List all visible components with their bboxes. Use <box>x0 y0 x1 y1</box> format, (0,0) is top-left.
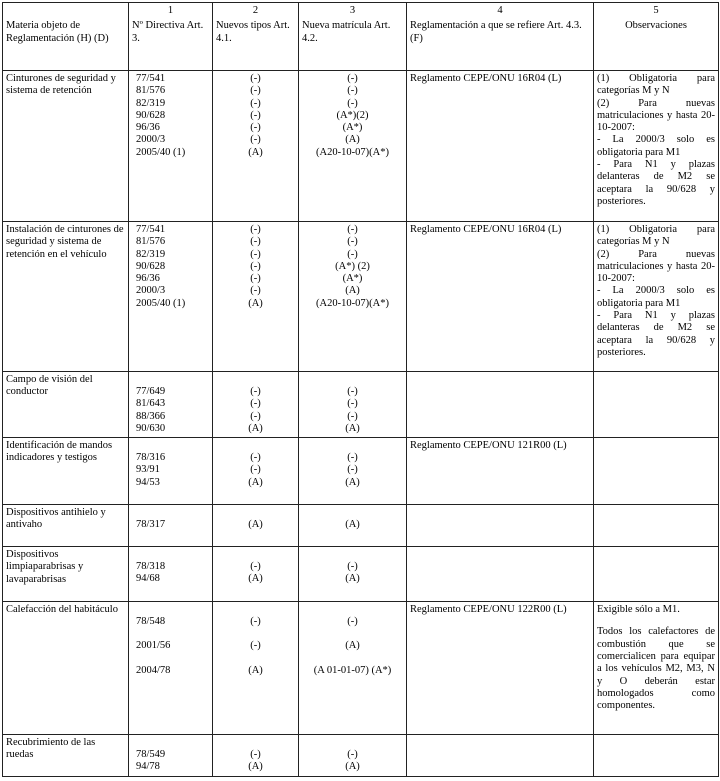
matricula-cell <box>299 222 407 372</box>
cell-value: 81/643 <box>136 398 166 410</box>
cell-value: (-) <box>250 134 261 146</box>
matricula-cell <box>299 602 407 735</box>
cell-value: (A) <box>345 134 360 146</box>
observaciones-cell <box>594 602 719 735</box>
reglamento-text: Reglamento CEPE/ONU 121R00 (L) <box>410 440 567 452</box>
cell-value: (-) <box>347 464 358 476</box>
observation-line: (2) Para nuevas matriculaciones y hasta 20-10-2007: <box>597 97 715 134</box>
cell-value: (-) <box>250 224 261 235</box>
reglamento-text: Reglamento CEPE/ONU 122R00 (L) <box>410 604 567 616</box>
cell-value: 81/576 <box>136 236 166 248</box>
cell-value: 82/319 <box>136 97 166 109</box>
cell-value: (A) <box>248 476 263 488</box>
materia-cell <box>3 372 129 438</box>
reglamento-text: Reglamento CEPE/ONU 16R04 (L) <box>410 73 562 84</box>
observaciones-cell <box>594 547 719 602</box>
cell-value: 2005/40 (1) <box>136 297 186 309</box>
header-col4: 4 Reglamentación a que se refiere Art. 4.3. (F) <box>407 3 594 71</box>
cell-value: 90/630 <box>136 422 166 434</box>
nuevos-cell <box>213 438 299 505</box>
table-row <box>3 505 719 547</box>
reglamento-text: Reglamento CEPE/ONU 16R04 (L) <box>410 224 562 235</box>
directiva-cell <box>129 438 213 505</box>
cell-value: 96/36 <box>136 122 160 134</box>
cell-value: (-) <box>250 749 261 761</box>
matricula-cell <box>299 505 407 547</box>
cell-value: (-) <box>347 616 358 628</box>
observaciones-cell <box>594 505 719 547</box>
cell-value: 94/78 <box>136 761 160 773</box>
table-row <box>3 222 719 372</box>
materia-cell <box>3 547 129 602</box>
cell-value: 77/541 <box>136 224 166 235</box>
cell-value: 82/319 <box>136 248 166 260</box>
observation-line: Todos los calefactores de combustión que se comercialicen para equipar a los vehículos M2, M3, N y O deberán estar homologados como componentes. <box>597 626 715 712</box>
cell-value: (-) <box>250 464 261 476</box>
cell-value: 90/628 <box>136 260 166 272</box>
cell-value: 2000/3 <box>136 134 166 146</box>
reglamento-cell <box>407 505 594 547</box>
matricula-cell <box>299 372 407 438</box>
cell-value: (-) <box>250 109 261 121</box>
directiva-cell <box>129 71 213 222</box>
cell-value: 78/316 <box>136 452 166 464</box>
cell-value: 77/541 <box>136 73 166 84</box>
directiva-cell <box>129 372 213 438</box>
cell-value: (A) <box>345 640 360 652</box>
cell-value: (-) <box>347 73 358 84</box>
cell-value: (-) <box>250 616 261 628</box>
cell-value: 77/649 <box>136 386 166 397</box>
materia-text: Campo de visión del conductor <box>6 374 93 398</box>
cell-value: (-) <box>250 273 261 285</box>
observaciones-cell <box>594 71 719 222</box>
observation-line: - Para N1 y plazas delanteras de M2 se aceptara la 90/628 y posteriores. <box>597 159 715 207</box>
cell-value: 88/366 <box>136 410 166 422</box>
cell-value: (A) <box>345 285 360 297</box>
nuevos-cell <box>213 735 299 777</box>
cell-value: (-) <box>250 260 261 272</box>
directiva-cell <box>129 505 213 547</box>
observaciones-cell <box>594 438 719 505</box>
header-col1: 1 Nº Directiva Art. 3. <box>129 3 213 71</box>
materia-cell <box>3 222 129 372</box>
cell-value: (A20-10-07)(A*) <box>316 297 389 309</box>
cell-value: 94/68 <box>136 573 160 585</box>
cell-value: (A) <box>345 476 360 488</box>
observation-line: (1) Obligatoria para categorías M y N <box>597 224 715 248</box>
table-row <box>3 71 719 222</box>
cell-value: (-) <box>250 285 261 297</box>
matricula-cell <box>299 547 407 602</box>
cell-value: (A) <box>248 519 263 531</box>
reglamento-cell <box>407 438 594 505</box>
matricula-cell <box>299 71 407 222</box>
cell-value: (-) <box>250 640 261 652</box>
observation-line: - La 2000/3 solo es obligatoria para M1 <box>597 134 715 158</box>
observation-line: (2) Para nuevas matriculaciones y hasta 20-10-2007: <box>597 248 715 285</box>
observaciones-cell <box>594 735 719 777</box>
cell-value: (-) <box>250 122 261 134</box>
observation-line: - Para N1 y plazas delanteras de M2 se aceptara la 90/628 y posteriores. <box>597 310 715 358</box>
reglamento-cell <box>407 547 594 602</box>
cell-value: (-) <box>347 224 358 235</box>
directiva-cell <box>129 735 213 777</box>
matricula-cell <box>299 438 407 505</box>
cell-value: (A) <box>248 297 263 309</box>
nuevos-cell <box>213 547 299 602</box>
cell-value: (-) <box>347 561 358 573</box>
nuevos-cell <box>213 71 299 222</box>
cell-value: (-) <box>250 410 261 422</box>
cell-value: (-) <box>250 248 261 260</box>
materia-text: Cinturones de seguridad y sistema de retención <box>6 73 116 97</box>
nuevos-cell <box>213 602 299 735</box>
cell-value: (A) <box>345 519 360 531</box>
materia-cell <box>3 505 129 547</box>
header-col2: 2 Nuevos tipos Art. 4.1. <box>213 3 299 71</box>
cell-value: (A) <box>248 573 263 585</box>
cell-value: (-) <box>347 452 358 464</box>
cell-value: (A*) <box>342 273 363 285</box>
cell-value: (-) <box>250 236 261 248</box>
reglamento-cell <box>407 602 594 735</box>
materia-text: Instalación de cinturones de seguridad y sistema de retención en el vehículo <box>6 224 124 260</box>
cell-value: 78/317 <box>136 519 166 531</box>
cell-value: 78/318 <box>136 561 166 573</box>
reglamento-cell <box>407 735 594 777</box>
cell-value: (-) <box>250 97 261 109</box>
observaciones-cell <box>594 222 719 372</box>
cell-value: 78/549 <box>136 749 166 761</box>
cell-value: 90/628 <box>136 109 166 121</box>
materia-text: Dispositivos limpiaparabrisas y lavaparabrisas <box>6 549 84 585</box>
cell-value: 81/576 <box>136 85 166 97</box>
directiva-cell <box>129 222 213 372</box>
cell-value: (-) <box>347 85 358 97</box>
cell-value: 2004/78 <box>136 664 171 676</box>
regulation-table <box>2 2 719 777</box>
cell-value: 2000/3 <box>136 285 166 297</box>
cell-value: 94/53 <box>136 476 160 488</box>
cell-value: (A 01-01-07) (A*) <box>313 664 392 676</box>
nuevos-cell <box>213 222 299 372</box>
observation-line: Exigible sólo a M1. <box>597 604 680 616</box>
cell-value: (A) <box>248 422 263 434</box>
cell-value: (A*) (2) <box>335 260 370 272</box>
materia-text: Dispositivos antihielo y antivaho <box>6 507 106 531</box>
header-col0: Materia objeto de Reglamentación (H) (D) <box>3 3 129 71</box>
matricula-cell <box>299 735 407 777</box>
cell-value: (-) <box>347 410 358 422</box>
cell-value: (-) <box>347 97 358 109</box>
cell-value: 2001/56 <box>136 640 171 652</box>
materia-cell <box>3 71 129 222</box>
materia-cell <box>3 602 129 735</box>
table-row <box>3 372 719 438</box>
materia-cell <box>3 438 129 505</box>
table-row <box>3 547 719 602</box>
observation-line: (1) Obligatoria para categorías M y N <box>597 73 715 97</box>
cell-value: (-) <box>250 561 261 573</box>
cell-value: (A*) <box>342 122 363 134</box>
cell-value: 96/36 <box>136 273 160 285</box>
cell-value: (-) <box>347 398 358 410</box>
cell-value: (A20-10-07)(A*) <box>316 146 389 158</box>
cell-value: (A) <box>248 664 263 676</box>
cell-value: (A*)(2) <box>336 109 369 121</box>
materia-text: Calefacción del habitáculo <box>6 604 118 616</box>
cell-value: (-) <box>250 386 261 397</box>
cell-value: (-) <box>347 749 358 761</box>
materia-text: Recubrimiento de las ruedas <box>6 737 96 761</box>
observaciones-cell <box>594 372 719 438</box>
directiva-cell <box>129 602 213 735</box>
table-row <box>3 602 719 735</box>
cell-value: (-) <box>250 85 261 97</box>
reglamento-cell <box>407 372 594 438</box>
cell-value: 78/548 <box>136 616 166 628</box>
nuevos-cell <box>213 505 299 547</box>
directiva-cell <box>129 547 213 602</box>
header-row <box>3 3 719 71</box>
reglamento-cell <box>407 71 594 222</box>
table-row <box>3 735 719 777</box>
cell-value: 2005/40 (1) <box>136 146 186 158</box>
cell-value: (-) <box>250 73 261 84</box>
cell-value: (A) <box>345 761 360 773</box>
reglamento-cell <box>407 222 594 372</box>
cell-value: (A) <box>248 146 263 158</box>
cell-value: (-) <box>250 398 261 410</box>
cell-value: (-) <box>347 236 358 248</box>
table-row <box>3 438 719 505</box>
materia-text: Identificación de mandos indicadores y testigos <box>6 440 113 464</box>
cell-value: (-) <box>347 386 358 397</box>
cell-value: (A) <box>248 761 263 773</box>
cell-value: (-) <box>347 248 358 260</box>
cell-value: (A) <box>345 573 360 585</box>
observation-line: - La 2000/3 solo es obligatoria para M1 <box>597 285 715 309</box>
header-col5: 5 Observaciones <box>594 3 719 71</box>
cell-value: (A) <box>345 422 360 434</box>
nuevos-cell <box>213 372 299 438</box>
header-col3: 3 Nueva matrícula Art. 4.2. <box>299 3 407 71</box>
materia-cell <box>3 735 129 777</box>
cell-value: (-) <box>250 452 261 464</box>
cell-value: 93/91 <box>136 464 160 476</box>
